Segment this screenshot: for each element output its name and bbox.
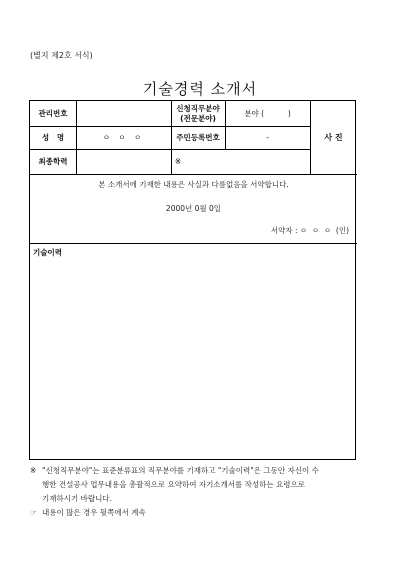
form-number-label: (별지 제2호 서식) xyxy=(30,51,93,60)
footnote-1-line2: 행한 건설공사 업무내용을 총괄적으로 요약하여 자기소개서를 작성하는 요령으로 xyxy=(42,480,306,489)
photo-box[interactable]: 사 진 xyxy=(324,132,343,142)
education-label: 최종학력 xyxy=(38,156,68,166)
footnote-1-line1: "신청직무분야"는 표준분류표의 직무분야를 기재하고 "기술이력"은 그동안 자신이 수 xyxy=(42,466,319,475)
signer-line: 서약자 : ㅇ ㅇ ㅇ (인) xyxy=(270,226,349,235)
applied-field-label-line2: (전문분야) xyxy=(180,113,216,123)
row-divider xyxy=(30,243,357,244)
resident-number-label: 주민등록번호 xyxy=(176,132,220,142)
footnote-1-line3: 기재하시기 바랍니다. xyxy=(42,494,112,503)
footnote-1 xyxy=(30,464,360,478)
name-label: 성 명 xyxy=(41,132,65,142)
reference-mark: ※ xyxy=(30,466,37,475)
pledge-date: 2000년 0월 0일 xyxy=(165,204,222,213)
career-form-table xyxy=(29,100,356,460)
row-divider xyxy=(30,174,357,175)
applied-field-label-line1: 신청직무분야 xyxy=(176,104,220,114)
management-number-label: 관리번호 xyxy=(38,108,68,118)
pointing-hand-icon: ☞ xyxy=(30,508,37,517)
education-value[interactable] xyxy=(76,149,171,174)
applied-field-label xyxy=(171,101,225,126)
resident-number-value[interactable]: - xyxy=(266,132,269,142)
pledge-statement: 본 소개서에 기재한 내용은 사실과 다름없음을 서약합니다. xyxy=(98,180,289,189)
technical-history-label: 기술이력 xyxy=(33,248,62,257)
applied-field-value[interactable]: 분야 ( ) xyxy=(244,108,291,118)
footnote-2-text: 내용이 많은 경우 뒷쪽에서 계속 xyxy=(42,508,146,517)
technical-history-area[interactable] xyxy=(30,261,355,457)
footnotes xyxy=(30,464,360,520)
footnote-2 xyxy=(30,506,360,520)
management-number-value[interactable] xyxy=(76,101,171,126)
education-note-mark: ※ xyxy=(174,156,182,166)
document-title: 기술경력 소개서 xyxy=(142,80,258,98)
name-value[interactable]: ㅇ ㅇ ㅇ xyxy=(102,132,145,142)
